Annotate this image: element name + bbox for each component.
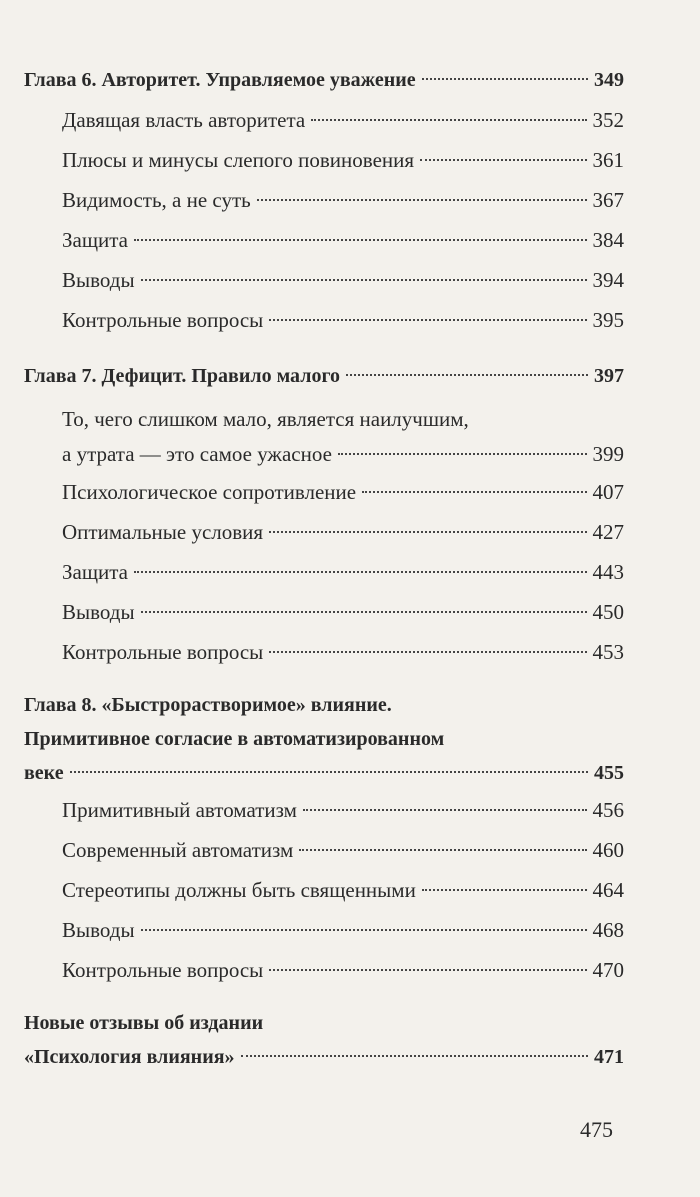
subentry-title: Выводы	[62, 600, 135, 624]
subentry-page: 407	[592, 480, 624, 504]
chapter-6-entry	[24, 60, 624, 100]
toc-subentry	[62, 830, 624, 870]
section-gap	[24, 990, 624, 1006]
subentry-page: 443	[592, 560, 624, 584]
section-gap	[24, 340, 624, 356]
subentry-multiline-first: То, чего слишком мало, является наилучшим,	[62, 407, 469, 431]
chapter-8-title-line3: веке	[24, 762, 64, 784]
toc-subentry	[62, 472, 624, 512]
chapter-8-page: 455	[594, 762, 624, 784]
leader-dots	[269, 531, 586, 533]
leader-dots	[299, 849, 586, 851]
subentry-page: 427	[592, 520, 624, 544]
table-of-contents	[24, 60, 624, 1074]
reviews-title-line1: Новые отзывы об издании	[24, 1012, 264, 1034]
reviews-page: 471	[594, 1046, 624, 1068]
leader-dots	[134, 571, 586, 573]
toc-subentry	[62, 220, 624, 260]
toc-subentry	[62, 790, 624, 830]
subentry-page: 384	[592, 228, 624, 252]
section-gap	[24, 672, 624, 688]
leader-dots	[241, 1055, 588, 1057]
toc-subentry	[62, 300, 624, 340]
subentry-multiline-last	[62, 436, 624, 472]
subentry-title: а утрата — это самое ужасное	[62, 442, 332, 466]
leader-dots	[141, 929, 587, 931]
toc-subentry	[62, 632, 624, 672]
leader-dots	[420, 159, 586, 161]
toc-subentry	[62, 950, 624, 990]
subentry-page: 399	[592, 442, 624, 466]
chapter-8-title-line2: Примитивное согласие в автоматизированном	[24, 728, 445, 750]
chapter-7-entry	[24, 356, 624, 396]
subentry-title: Стереотипы должны быть священными	[62, 878, 416, 902]
leader-dots	[422, 78, 588, 80]
subentry-page: 367	[592, 188, 624, 212]
subentry-page: 361	[592, 148, 624, 172]
leader-dots	[362, 491, 586, 493]
toc-subentry	[62, 180, 624, 220]
subentry-page: 453	[592, 640, 624, 664]
toc-subentry	[62, 140, 624, 180]
subentry-title: Выводы	[62, 268, 135, 292]
chapter-8-title-line1: Глава 8. «Быстрорастворимое» влияние.	[24, 694, 392, 716]
subentry-title: Выводы	[62, 918, 135, 942]
leader-dots	[269, 319, 586, 321]
chapter-6-page: 349	[594, 69, 624, 91]
leader-dots	[141, 279, 587, 281]
subentry-title: Давящая власть авторитета	[62, 108, 306, 132]
subentry-title: Оптимальные условия	[62, 520, 264, 544]
chapter-8-entry	[24, 756, 624, 790]
toc-subentry	[62, 100, 624, 140]
leader-dots	[338, 453, 587, 455]
subentry-page: 352	[592, 108, 624, 132]
subentry-page: 460	[592, 838, 624, 862]
chapter-7-page: 397	[594, 365, 624, 387]
subentry-title: Плюсы и минусы слепого повиновения	[62, 148, 415, 172]
subentry-page: 395	[592, 308, 624, 332]
leader-dots	[257, 199, 587, 201]
subentry-title: Контрольные вопросы	[62, 308, 264, 332]
toc-subentry	[62, 552, 624, 592]
leader-dots	[422, 889, 587, 891]
toc-subentry	[62, 592, 624, 632]
subentry-title: Контрольные вопросы	[62, 958, 264, 982]
toc-subentry	[62, 870, 624, 910]
leader-dots	[269, 969, 586, 971]
leader-dots	[134, 239, 586, 241]
chapter-7-title: Глава 7. Дефицит. Правило малого	[24, 365, 341, 387]
subentry-title: Видимость, а не суть	[62, 188, 251, 212]
subentry-page: 450	[592, 600, 624, 624]
reviews-title-line2: «Психология влияния»	[24, 1046, 235, 1068]
toc-subentry	[62, 260, 624, 300]
subentry-title: Защита	[62, 560, 129, 584]
reviews-entry	[24, 1040, 624, 1074]
subentry-page: 468	[592, 918, 624, 942]
subentry-page: 456	[592, 798, 624, 822]
subentry-title: Современный автоматизм	[62, 838, 294, 862]
leader-dots	[70, 771, 588, 773]
subentry-title: Контрольные вопросы	[62, 640, 264, 664]
leader-dots	[269, 651, 586, 653]
leader-dots	[303, 809, 587, 811]
subentry-title: Психологическое сопротивление	[62, 480, 357, 504]
subentry-page: 464	[592, 878, 624, 902]
toc-subentry	[62, 910, 624, 950]
toc-subentry	[62, 512, 624, 552]
leader-dots	[141, 611, 587, 613]
leader-dots	[346, 374, 588, 376]
subentry-title: Примитивный автоматизм	[62, 798, 297, 822]
subentry-page: 470	[592, 958, 624, 982]
subentry-page: 394	[592, 268, 624, 292]
subentry-title: Защита	[62, 228, 129, 252]
page-number: 475	[580, 1117, 613, 1142]
leader-dots	[311, 119, 586, 121]
chapter-6-title: Глава 6. Авторитет. Управляемое уважение	[24, 69, 416, 91]
